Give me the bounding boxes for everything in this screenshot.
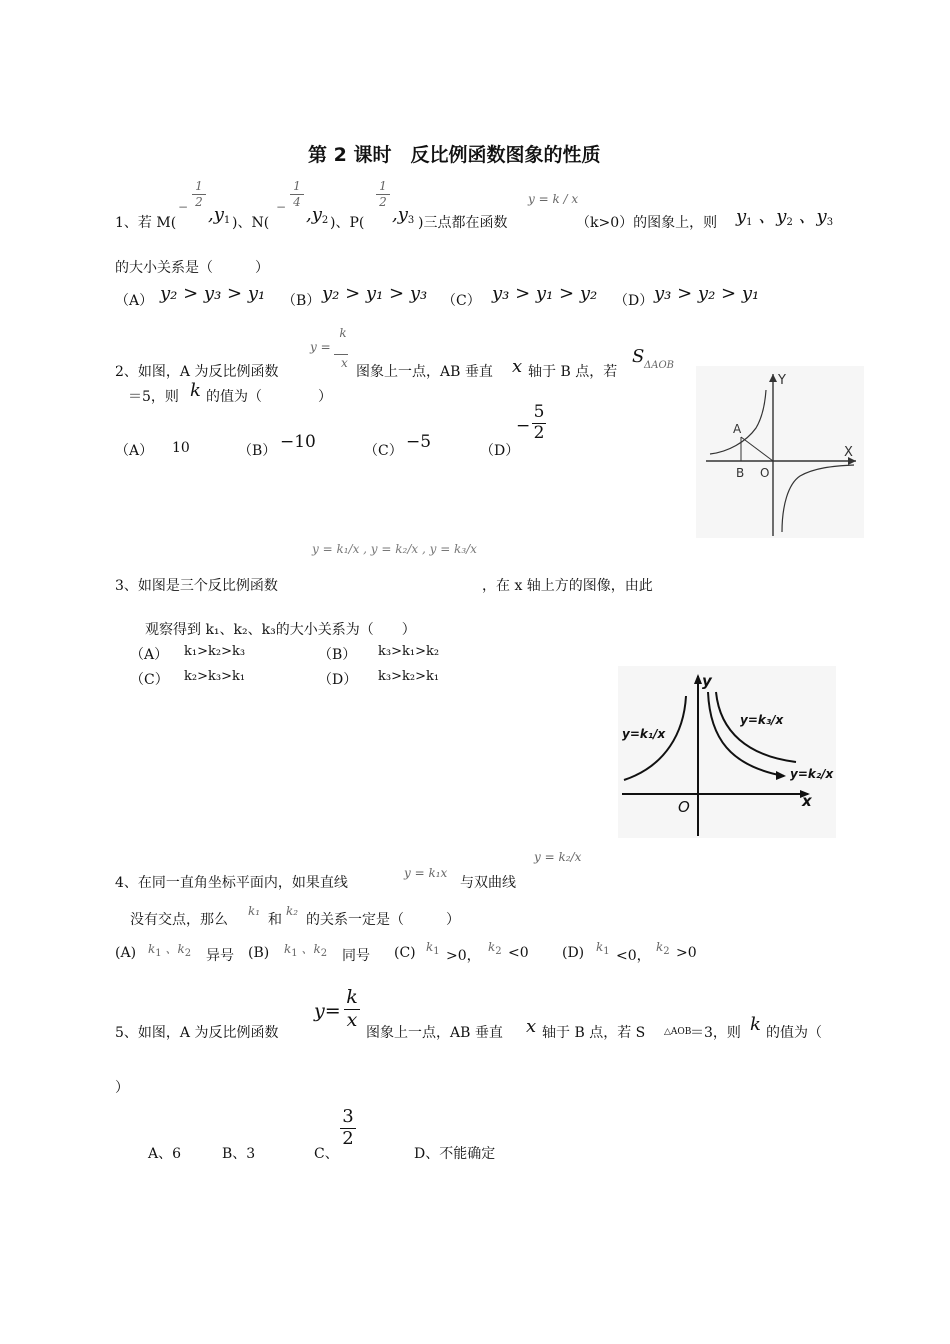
q2-option-c-label: （C） — [364, 443, 403, 459]
q1-option-d-answer: y₃ > y₂ > y₁ — [654, 283, 760, 304]
q3-graph-label-k3: y=k₃/x — [740, 713, 784, 727]
q2-graph-y-label: Y — [778, 373, 786, 388]
q1-option-a-label: （A） — [115, 293, 154, 309]
q5-function-den: x — [346, 1008, 358, 1031]
q2-option-b-label: （B） — [238, 443, 277, 459]
q3-graph-x-label: x — [802, 792, 812, 810]
q2-graph — [696, 366, 864, 538]
q4-option-a-answer: 异号 — [206, 948, 234, 964]
q2-mid: 图象上一点，AB 垂直 — [356, 364, 493, 380]
q5-mid2: 轴于 B 点，若 S — [542, 1025, 646, 1041]
q4-and: 和 — [268, 912, 282, 928]
q4-option-c-label: (C) — [394, 945, 416, 961]
q4-option-d-answer-2: >0 — [676, 945, 697, 961]
q2-continuation: ＝5，则 — [128, 389, 179, 405]
q1-m-fraction — [192, 180, 206, 208]
q1-m-den: 2 — [195, 194, 203, 209]
q1-p-den: 2 — [379, 194, 387, 209]
q2-graph-a-label: A — [733, 422, 742, 436]
q5-option-b: B、3 — [222, 1146, 256, 1162]
q5-prefix: 5、如图，A 为反比例函数 — [115, 1025, 279, 1041]
q4-option-b-ks: $k_1$ 、$k_2$ — [284, 942, 328, 959]
q2-option-c-value: −5 — [406, 432, 432, 452]
q1-condition: （k>0）的图象上，则 — [576, 215, 718, 231]
q3-graph-label-k2: y=k₂/x — [790, 767, 834, 781]
q4-option-a-ks: $k_1$ 、$k_2$ — [148, 942, 192, 959]
q1-prefix: 1、若 M( — [115, 215, 177, 231]
q4-option-d-k2: $k_2$ — [656, 940, 670, 957]
q5-function-y: y= — [314, 1000, 341, 1022]
q1-option-a-answer: y₂ > y₃ > y₁ — [160, 283, 266, 304]
q4-option-b-answer: 同号 — [342, 948, 370, 964]
q3-option-b-label: （B） — [318, 647, 357, 663]
q1-sep-mn: )、N( — [232, 215, 270, 231]
q4-option-a-label: (A) — [115, 945, 137, 961]
q2-prefix: 2、如图，A 为反比例函数 — [115, 364, 279, 380]
q3-suffix: ，在 x 轴上方的图像，由此 — [482, 578, 653, 594]
q4-option-c-k1: $k_1$ — [426, 940, 440, 957]
q3-option-c-answer: k₂>k₃>k₁ — [184, 669, 246, 684]
q2-area-s: S — [632, 346, 645, 367]
q1-n-sign: − — [276, 200, 287, 214]
q4-prefix: 4、在同一直角坐标平面内，如果直线 — [115, 875, 348, 891]
q1-p-fraction — [376, 180, 390, 208]
q4-mid: 与双曲线 — [460, 875, 516, 891]
q2-option-a-value: 10 — [172, 440, 190, 456]
q2-option-d-label: （D） — [480, 443, 520, 459]
q1-n-fraction — [290, 180, 304, 208]
q2-function: k — [339, 326, 347, 340]
q4-k2: k₂ — [286, 904, 299, 918]
q1-m-sign: − — [178, 200, 189, 214]
q2-graph-o-label: O — [760, 466, 770, 480]
q2-option-d-sign: − — [516, 416, 531, 436]
q2-axis-x: x — [512, 356, 523, 377]
q1-option-b-label: （B） — [282, 293, 321, 309]
q1-y-list: $y_1$ 、$y_2$ 、$y_3$ — [736, 206, 834, 228]
q1-n-y: $,y_2$ — [306, 204, 329, 226]
q2-area-sub: ΔAOB — [644, 360, 674, 371]
q3-functions: y = k₁/x , y = k₂/x , y = k₃/x — [312, 542, 477, 556]
q1-option-b-answer: y₂ > y₁ > y₃ — [322, 283, 428, 304]
q2-option-d-den: 2 — [533, 422, 545, 443]
q5-continuation: ＝3，则 — [690, 1025, 741, 1041]
q4-option-d-answer-1: <0， — [616, 948, 651, 964]
q3-prefix: 3、如图是三个反比例函数 — [115, 578, 278, 594]
q3-graph — [618, 666, 836, 838]
q4-continuation-2: 的关系一定是（ ） — [306, 912, 460, 928]
q1-p-num: 1 — [379, 179, 387, 193]
q2-function-den: x — [341, 356, 348, 370]
q3-option-a-answer: k₁>k₂>k₃ — [184, 644, 246, 659]
q4-line: y = k₁x — [404, 866, 448, 880]
q3-continuation: 观察得到 k₁、k₂、k₃的大小关系为（ ） — [145, 622, 416, 638]
q3-graph-label-k1: y=k₁/x — [622, 727, 666, 741]
q3-option-d-label: （D） — [318, 672, 358, 688]
q3-graph-y-label: y — [702, 672, 712, 690]
q2-function-y: y = — [310, 340, 331, 354]
q1-option-c-answer: y₃ > y₁ > y₂ — [492, 283, 598, 304]
q2-graph-b-label: B — [736, 466, 745, 480]
q5-function-fraction — [344, 988, 360, 1031]
page-title: 第 2 课时 反比例函数图象的性质 — [308, 144, 601, 166]
q5-option-a: A、6 — [148, 1146, 182, 1162]
q4-k1: k₁ — [248, 904, 261, 918]
q4-option-c-k2: $k_2$ — [488, 940, 502, 957]
q3-graph-o-label: O — [678, 798, 690, 816]
q5-function-num: k — [346, 986, 358, 1008]
q3-graph-background — [618, 666, 836, 838]
q1-m-y: $,y_1$ — [208, 204, 231, 226]
q1-option-c-label: （C） — [442, 293, 481, 309]
q2-k: k — [190, 380, 201, 401]
q4-option-c-answer-1: >0， — [446, 948, 481, 964]
q1-p-y: $,y_3$ — [392, 204, 415, 226]
q2-continuation-2: 的值为（ ） — [206, 389, 332, 405]
q5-axis-x: x — [526, 1016, 537, 1037]
q5-option-c-fraction — [340, 1108, 356, 1149]
q1-function: y = k / x — [528, 192, 579, 206]
q2-option-d-num: 5 — [533, 402, 545, 422]
q3-option-b-answer: k₃>k₁>k₂ — [378, 644, 440, 659]
q1-continuation: 的大小关系是（ ） — [115, 260, 269, 276]
q4-option-c-answer-2: <0 — [508, 945, 529, 961]
q1-n-den: 4 — [293, 194, 301, 209]
q5-option-d: D、不能确定 — [414, 1146, 496, 1162]
q5-option-c-den: 2 — [342, 1127, 354, 1149]
q5-mid: 图象上一点，AB 垂直 — [366, 1025, 503, 1041]
q2-option-d-fraction — [532, 404, 546, 443]
q2-function-bar — [334, 354, 348, 355]
q5-option-c-num: 3 — [342, 1106, 354, 1127]
q2-option-a-label: （A） — [115, 443, 154, 459]
q5-k: k — [750, 1014, 761, 1035]
q5-close: ） — [115, 1080, 129, 1096]
q1-option-d-label: （D） — [614, 293, 654, 309]
q4-option-d-label: (D) — [562, 945, 585, 961]
q4-option-b-label: (B) — [248, 945, 270, 961]
q3-option-c-label: （C） — [130, 672, 169, 688]
q4-continuation: 没有交点，那么 — [130, 912, 228, 928]
q2-option-b-value: −10 — [280, 432, 316, 452]
q5-continuation-2: 的值为（ — [766, 1025, 822, 1041]
q2-graph-x-label: X — [844, 445, 853, 460]
q1-sep-np: )、P( — [330, 215, 365, 231]
q5-area-sub: △AOB — [664, 1027, 692, 1037]
q1-n-num: 1 — [293, 179, 301, 193]
q4-hyperbola: y = k₂/x — [534, 850, 582, 864]
q5-option-c: C、 — [314, 1146, 339, 1162]
q2-mid2: 轴于 B 点，若 — [528, 364, 618, 380]
q3-option-d-answer: k₃>k₂>k₁ — [378, 669, 440, 684]
q1-m-num: 1 — [195, 179, 203, 193]
q1-mid: )三点都在函数 — [418, 215, 508, 231]
q3-option-a-label: （A） — [130, 647, 169, 663]
q4-option-d-k1: $k_1$ — [596, 940, 610, 957]
